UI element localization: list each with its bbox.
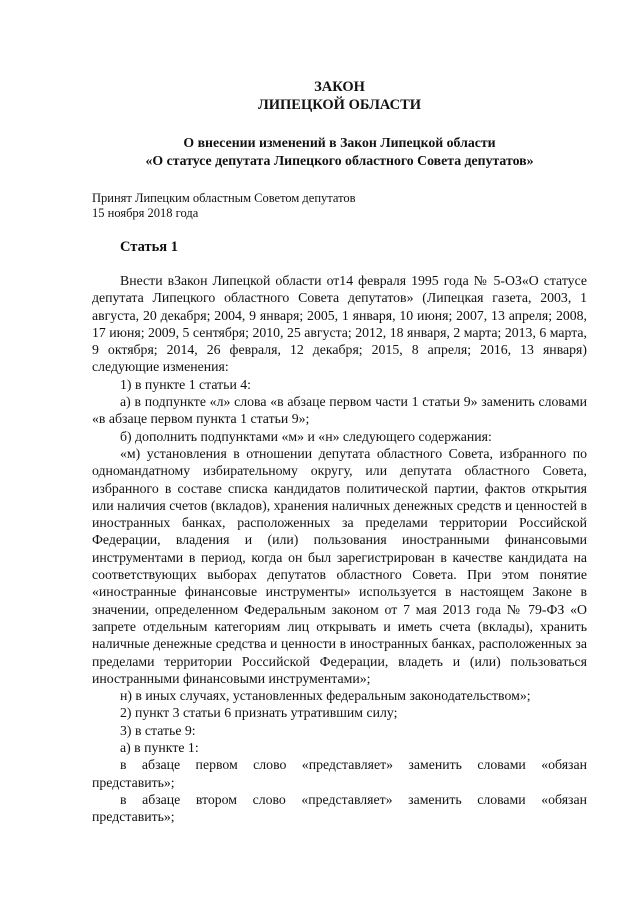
law-subtitle bbox=[92, 134, 587, 170]
paragraph: Внести вЗакон Липецкой области от14 февраля 1995 года № 5-ОЗ«О статусе депутата Липецкого областного Совета депутатов» (Липецкая газета, 2003, 1 августа, 20 декабря; 2004, 9 января; 2005, 1 января, 10 июня; 2007, 13 апреля; 2008, 17 июня; 2009, 5 сентября; 2010, 25 августа; 2012, 18 января, 2 марта; 2013, 6 марта, 9 октября; 2014, 26 февраля, 12 декабря; 2015, 8 апреля; 2016, 13 января) следующие изменения: bbox=[92, 273, 587, 375]
paragraph: 1) в пункте 1 статьи 4: bbox=[120, 376, 252, 392]
paragraph: в абзаце втором слово «представляет» заменить словами «обязан представить»; bbox=[92, 791, 587, 825]
law-subtitle-line2: «О статусе депутата Липецкого областного Совета депутатов» bbox=[145, 153, 534, 168]
accepted-date: 15 ноября 2018 года bbox=[92, 206, 199, 220]
paragraph: а) в пункте 1: bbox=[120, 740, 199, 756]
paragraph: а) в подпункте «л» слова «в абзаце первом части 1 статьи 9» заменить словами «в абзаце первом пункта 1 статьи 9»; bbox=[92, 394, 587, 427]
paragraph: б) дополнить подпунктами «м» и «н» следующего содержания: bbox=[120, 428, 492, 444]
paragraph: н) в иных случаях, установленных федеральным законодательством»; bbox=[120, 688, 531, 704]
paragraph: 2) пункт 3 статьи 6 признать утратившим силу; bbox=[120, 705, 398, 721]
article-title: Статья 1 bbox=[120, 239, 178, 255]
law-title-line1: ЗАКОН bbox=[314, 79, 365, 95]
document-page bbox=[92, 78, 587, 826]
law-subtitle-line1: О внесении изменений в Закон Липецкой области bbox=[183, 135, 496, 150]
accepted-note bbox=[92, 191, 587, 221]
article-body bbox=[92, 272, 587, 826]
paragraph: в абзаце первом слово «представляет» заменить словами «обязан представить»; bbox=[92, 757, 587, 790]
paragraph: 3) в статье 9: bbox=[120, 722, 196, 738]
law-title-line2: ЛИПЕЦКОЙ ОБЛАСТИ bbox=[257, 97, 422, 113]
law-title bbox=[92, 78, 587, 114]
paragraph: «м) установления в отношении депутата областного Совета, избранного по одномандатному избирательному округу, или депутата областного Совета, избранного в составе списка кандидатов политической партии, фактов открытия или наличия счетов (вкладов), хранения наличных денежных средств и ценностей в иностранных банках, расположенных за пределами территории Российской Федерации, владения и (или) пользования иностранными финансовыми инструментами в период, когда он был зарегистрирован в качестве кандидата на соответствующих выборах депутатов областного Совета. При этом понятие «иностранные финансовые инструменты» используется в настоящем Законе в значении, определенном Федеральным законом от 7 мая 2013 года № 79-ФЗ «О запрете отдельным категориям лиц открывать и иметь счета (вклады), хранить наличные денежные средства и ценности в иностранных банках, расположенных за пределами территории Российской Федерации, владеть и (или) пользоваться иностранными финансовыми инструментами»; bbox=[92, 445, 587, 686]
accepted-line1: Принят Липецким областным Советом депутатов bbox=[92, 191, 356, 205]
